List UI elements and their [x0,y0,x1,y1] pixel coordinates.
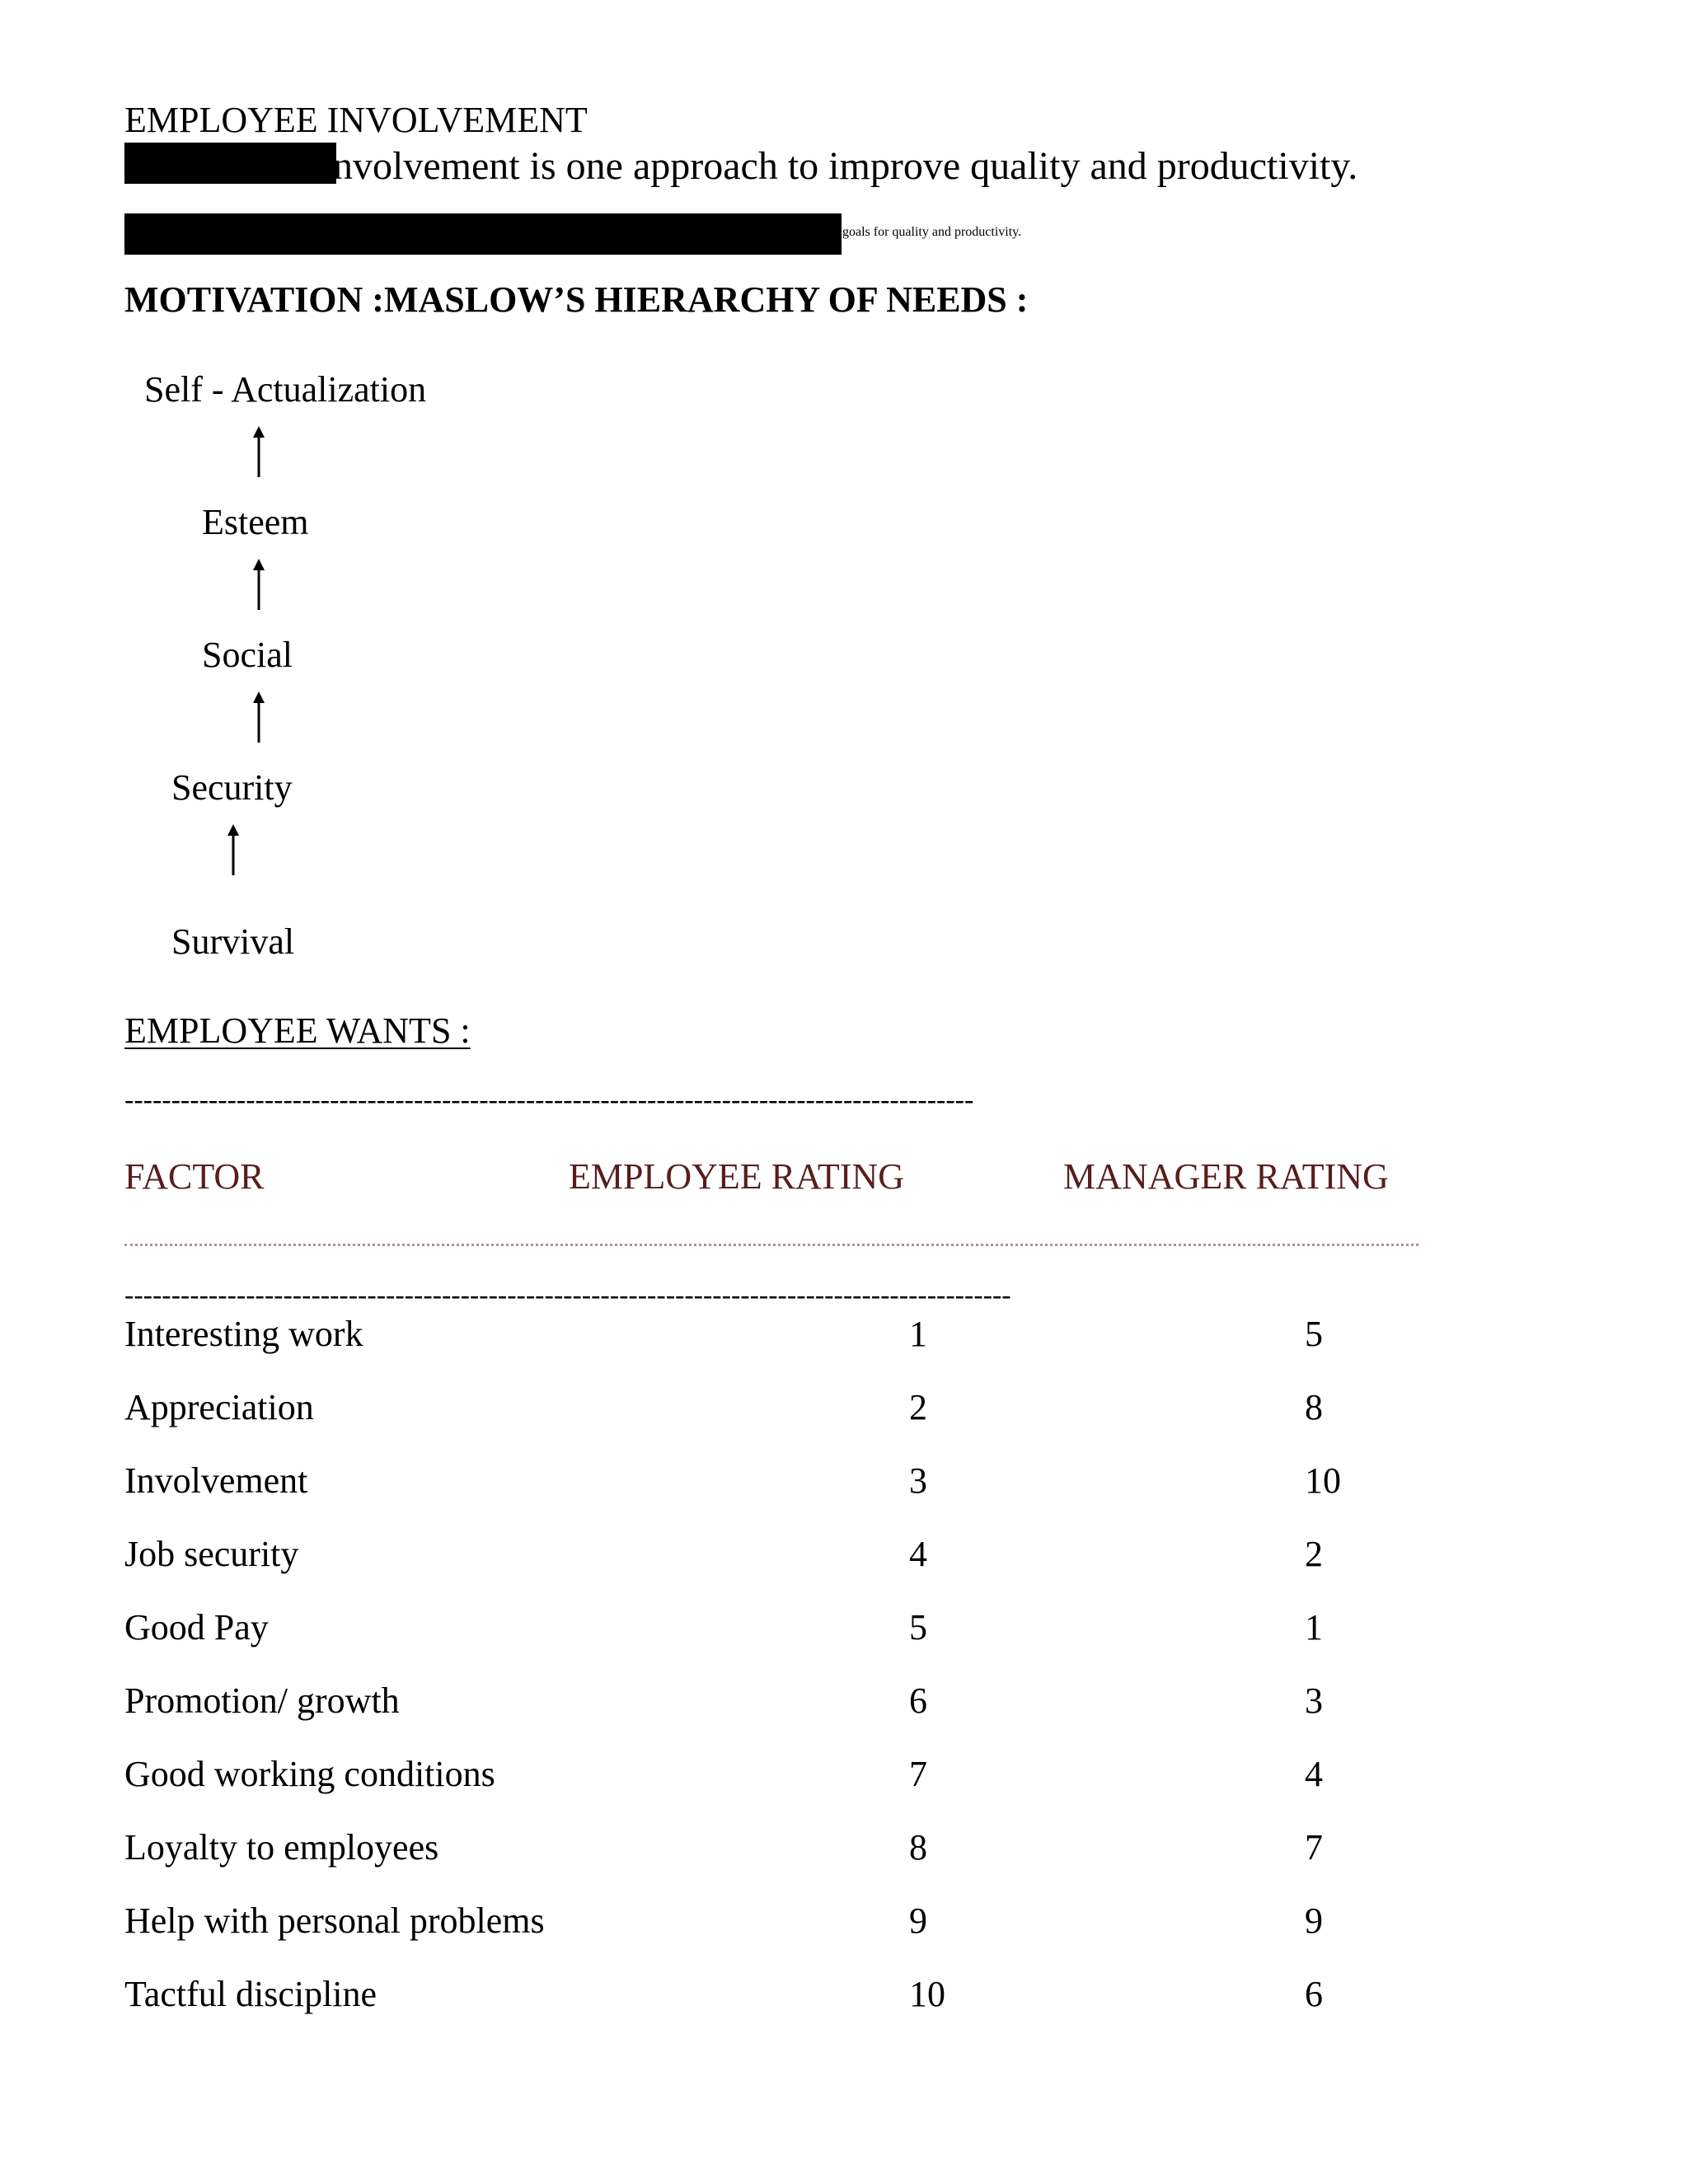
manager-rating-cell: 2 [1305,1534,1323,1574]
manager-rating-cell: 5 [1305,1314,1323,1354]
employee-rating-cell: 10 [909,1974,945,2014]
employee-rating-cell: 1 [909,1314,927,1354]
manager-rating-cell: 4 [1305,1754,1323,1794]
manager-rating-cell: 8 [1305,1387,1323,1427]
hierarchy-level: Self - Actualization [144,369,427,410]
hierarchy-level: Security [171,767,293,808]
column-header-employee-rating: EMPLOYEE RATING [569,1156,904,1197]
page-title: EMPLOYEE INVOLVEMENT [124,100,588,140]
factor-cell: Appreciation [124,1387,314,1427]
employee-rating-cell: 5 [909,1607,927,1647]
motivation-heading: MOTIVATION :MASLOW’S HIERARCHY OF NEEDS : [124,279,1029,320]
manager-rating-cell: 3 [1305,1680,1323,1721]
up-arrow-icon [257,691,260,743]
column-header-factor: FACTOR [124,1156,265,1197]
factor-cell: Involvement [124,1460,308,1501]
employee-rating-cell: 2 [909,1387,927,1427]
employee-rating-cell: 8 [909,1827,927,1868]
column-header-manager-rating: MANAGER RATING [1063,1156,1389,1197]
up-arrow-icon [232,824,235,875]
dashed-divider: ----------------------------------------------------------------------------------------------- [124,1282,1011,1310]
hierarchy-level: Esteem [202,502,309,542]
up-arrow-icon [257,426,260,477]
up-arrow-icon [257,559,260,610]
employee-rating-cell: 3 [909,1460,927,1501]
dashed-divider: ------------------------------------------------------------------------------------------- [124,1086,974,1114]
employee-rating-cell: 4 [909,1534,927,1574]
intro-text: nvolvement is one approach to improve quality and productivity. [333,144,1358,188]
manager-rating-cell: 7 [1305,1827,1323,1868]
factor-cell: Interesting work [124,1314,363,1354]
factor-cell: Good working conditions [124,1754,495,1794]
manager-rating-cell: 6 [1305,1974,1323,2014]
employee-wants-heading: EMPLOYEE WANTS : [124,1010,471,1051]
manager-rating-cell: 10 [1305,1460,1341,1501]
manager-rating-cell: 1 [1305,1607,1323,1647]
factor-cell: Job security [124,1534,299,1574]
employee-rating-cell: 7 [909,1754,927,1794]
factor-cell: Good Pay [124,1607,269,1647]
employee-rating-cell: 6 [909,1680,927,1721]
hierarchy-level: Survival [171,921,295,962]
manager-rating-cell: 9 [1305,1900,1323,1941]
factor-cell: Tactful discipline [124,1974,377,2014]
factor-cell: Help with personal problems [124,1900,545,1941]
small-text: goals for quality and productivity. [842,225,1022,239]
dotted-rule [124,1244,1418,1246]
employee-rating-cell: 9 [909,1900,927,1941]
redaction-block [124,143,336,184]
factor-cell: Promotion/ growth [124,1680,400,1721]
redaction-block [124,213,842,255]
factor-cell: Loyalty to employees [124,1827,439,1868]
hierarchy-level: Social [202,635,293,675]
